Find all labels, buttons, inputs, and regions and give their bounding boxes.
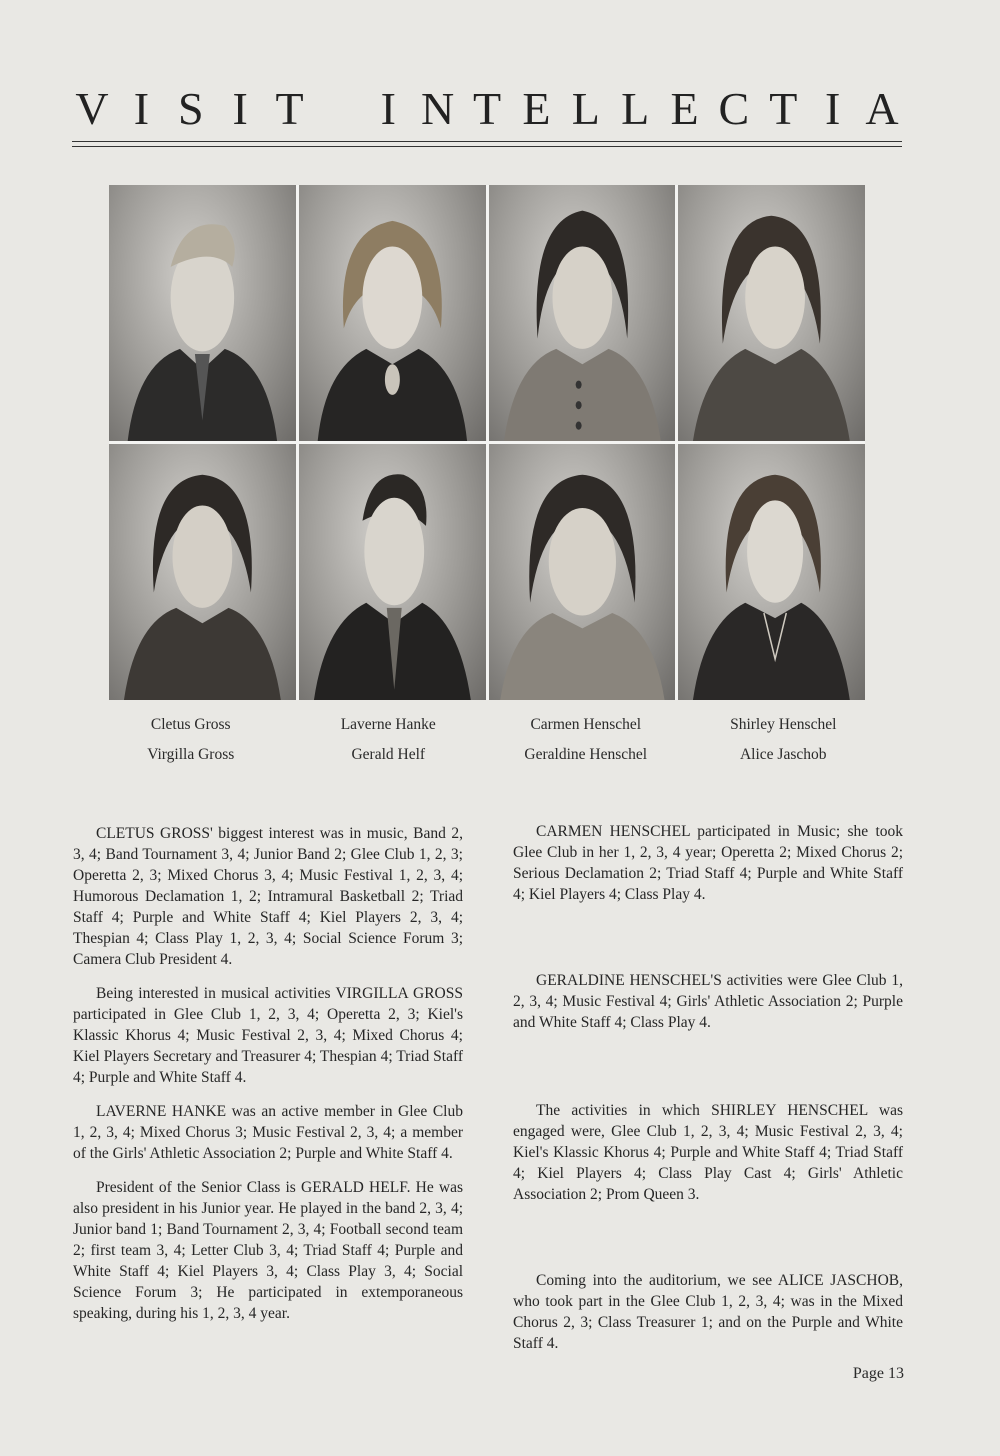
portrait-photo <box>489 444 676 700</box>
portrait-silhouette-icon <box>489 185 676 441</box>
bio-paragraph: CARMEN HENSCHEL participated in Music; she took Glee Club in her 1, 2, 3, 4 year; Operetta 2; Mixed Chorus 2; Serious Declamation 2; Triad Staff 4; Purple and White Staff 4; Kiel Players 4; Class Play 4. <box>513 823 903 903</box>
portrait-photo <box>109 444 296 700</box>
left-column <box>73 823 463 1324</box>
title-letter: E <box>670 82 699 134</box>
title-letter: A <box>865 82 899 134</box>
portrait-silhouette-icon <box>678 444 865 700</box>
right-bio-1 <box>513 821 903 905</box>
caption: Gerald Helf <box>351 746 426 763</box>
title-letter: E <box>522 82 551 134</box>
title-letter: L <box>621 82 650 134</box>
portrait-photo <box>109 185 296 441</box>
caption: Alice Jaschob <box>739 746 827 763</box>
title-rule-bottom <box>72 146 902 147</box>
portrait-silhouette-icon <box>109 185 296 441</box>
portrait-grid <box>109 185 865 700</box>
bio-paragraph: LAVERNE HANKE was an active member in Glee Club 1, 2, 3, 4; Mixed Chorus 3; Music Festival 2, 3, 4; a member of the Girls' Athletic Association 2; Purple and White Staff 4. <box>73 1103 463 1162</box>
right-bio-4 <box>513 1270 903 1354</box>
caption: Shirley Henschel <box>730 716 837 733</box>
title-letter: I <box>133 82 150 134</box>
bio-paragraph: President of the Senior Class is GERALD HELF. He was also president in his Junior year. He played in the band 2, 3, 4; Junior band 1; Band Tournament 2, 3, 4; Football second team 2; first team 3, 4; Letter Club 3, 4; Triad Staff 4; Purple and White Staff 4; Kiel Players 3, 4; Class Play 3, 4; Social Science Forum 3; He participated in extemporaneous speaking, during his 1, 2, 3, 4 year. <box>73 1179 463 1322</box>
portrait-silhouette-icon <box>489 444 676 700</box>
bio-paragraph: GERALDINE HENSCHEL'S activities were Glee Club 1, 2, 3, 4; Music Festival 4; Girls' Athletic Association 2; Purple and White Staff 4; Class Play 4. <box>513 972 903 1031</box>
title-letter: T <box>769 82 798 134</box>
portrait-captions <box>92 716 882 764</box>
right-bio-3 <box>513 1100 903 1205</box>
title-letter: T <box>472 82 502 134</box>
right-bio-2 <box>513 970 903 1033</box>
title-letter: T <box>275 82 304 134</box>
caption: Carmen Henschel <box>530 716 642 733</box>
title-letter: N <box>421 82 455 134</box>
portrait-silhouette-icon <box>678 185 865 441</box>
caption: Cletus Gross <box>150 716 231 733</box>
title-letter: S <box>177 82 204 134</box>
title-letter: I <box>824 82 841 134</box>
caption: Virgilla Gross <box>147 746 235 763</box>
portrait-silhouette-icon <box>299 444 486 700</box>
title-letter: L <box>571 82 600 134</box>
page-number: Page 13 <box>852 1365 904 1382</box>
portrait-photo <box>678 185 865 441</box>
bio-paragraph: The activities in which SHIRLEY HENSCHEL was engaged were, Glee Club 1, 2, 3, 4; Music Festival 2, 3, 4; Kiel's Klassic Khorus 4; Purple and White Staff 4; Triad Staff 4; Kiel Players 4; Class Play Cast 4; Girls' Athletic Association 2; Prom Queen 3. <box>513 1102 903 1203</box>
bio-paragraph: Being interested in musical activities VIRGILLA GROSS participated in Glee Club 1, 2, 3, 4; Operetta 2, 3; Kiel's Klassic Khorus 4; Music Festival 2, 3, 4; Mixed Chorus 4; Kiel Players Secretary and Treasurer 4; Thespian 4; Triad Staff 4; Purple and White Staff 4. <box>73 985 463 1086</box>
portrait-photo <box>489 185 676 441</box>
title-letter: V <box>75 82 109 134</box>
caption: Laverne Hanke <box>340 716 436 733</box>
title-letter: I <box>232 82 248 134</box>
title-letter: C <box>718 82 750 134</box>
portrait-silhouette-icon <box>109 444 296 700</box>
bio-paragraph: CLETUS GROSS' biggest interest was in music, Band 2, 3, 4; Band Tournament 3, 4; Junior Band 2; Glee Club 1, 2, 3; Operetta 2, 3; Mixed Chorus 3, 4; Music Festival 1, 2, 3, 4; Humorous Declamation 1, 2; Intramural Basketball 2; Triad Staff 4; Purple and White Staff 4; Kiel Players 2, 3, 4; Thespian 4; Class Play 1, 2, 3, 4; Social Science Forum 3; Camera Club President 4. <box>73 825 463 968</box>
caption: Geraldine Henschel <box>524 746 648 763</box>
portrait-photo <box>299 185 486 441</box>
title-letter: I <box>380 82 396 134</box>
title-rule-top <box>72 141 902 142</box>
portrait-photo <box>299 444 486 700</box>
portrait-silhouette-icon <box>299 185 486 441</box>
portrait-photo <box>678 444 865 700</box>
bio-paragraph: Coming into the auditorium, we see ALICE JASCHOB, who took part in the Glee Club 1, 2, 3, 4; was in the Mixed Chorus 2, 3; Class Treasurer 1; and on the Purple and White Staff 4. <box>513 1272 903 1352</box>
page-title <box>72 80 902 136</box>
